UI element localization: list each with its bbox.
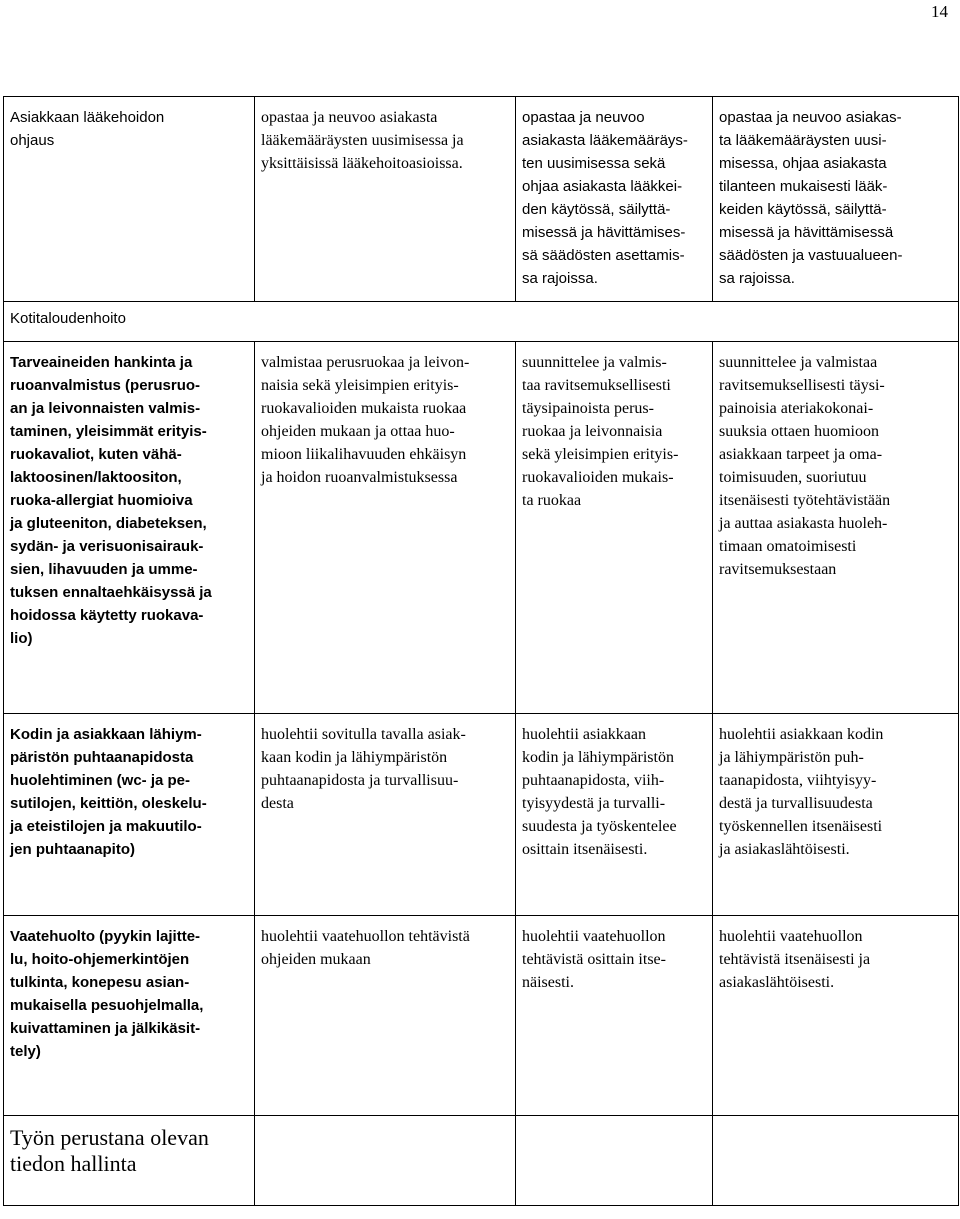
section-heading-row [4, 302, 959, 342]
page-number: 14 [931, 2, 948, 21]
table-row [4, 714, 959, 916]
level-2-cell: opastaa ja neuvoo asiakasta lääkemääräys- ten uusimisessa sekä ohjaa asiakasta lääkkei- den käytössä, säilyttä- misessä ja hävittämises- sä säädösten asettamis- sa rajoissa. [516, 97, 713, 302]
level-3-cell: suunnittelee ja valmistaa ravitsemuksellisesti täysi- painoisia ateriakokonai- suuksia ottaen huomioon asiakkaan tarpeet ja oma- toimisuuden, suoriutuu itsenäisesti työtehtävistään ja auttaa asiakasta huoleh- timaan omatoimisesti ravitsemuksestaan [713, 342, 959, 714]
level-3-cell: opastaa ja neuvoo asiakas- ta lääkemääräysten uusi- misessa, ohjaa asiakasta tilanteen mukaisesti lääk- keiden käytössä, säilyttä- misessä ja hävittämisessä säädösten ja vastuualueen- sa rajoissa. [713, 97, 959, 302]
level-1-cell: opastaa ja neuvoo asiakasta lääkemääräysten uusimisessa ja yksittäisissä lääkehoitoasioissa. [255, 97, 516, 302]
level-1-cell: huolehtii sovitulla tavalla asiak- kaan kodin ja lähiympäristön puhtaanapidosta ja turvallisuu- desta [255, 714, 516, 916]
row-label: Kodin ja asiakkaan lähiym- päristön puhtaanapidosta huolehtiminen (wc- ja pe- sutilojen, keittiön, oleskelu- ja eteistilojen ja makuutilo- jen puhtaanapito) [4, 714, 255, 916]
section-heading: Kotitaloudenhoito [4, 302, 959, 342]
table-row [4, 97, 959, 302]
row-label: Tarveaineiden hankinta ja ruoanvalmistus (perusruo- an ja leivonnaisten valmis- taminen, yleisimmät erityis- ruokavaliot, kuten vähä- laktoosinen/laktoositon, ruoka-allergiat huomioiva ja gluteeniton, diabeteksen, sydän- ja verisuonisairauk- sien, lihavuuden ja umme- tuksen ennaltaehkäisyssä ja hoidossa käytetty ruokava- lio) [4, 342, 255, 714]
row-label: Työn perustana olevan tiedon hallinta [4, 1116, 255, 1206]
level-1-cell [255, 1116, 516, 1206]
level-3-cell: huolehtii asiakkaan kodin ja lähiympäristön puh- taanapidosta, viihtyisyy- destä ja turvallisuudesta työskennellen itsenäisesti ja asiakaslähtöisesti. [713, 714, 959, 916]
row-label: Asiakkaan lääkehoidon ohjaus [4, 97, 255, 302]
level-3-cell [713, 1116, 959, 1206]
level-2-cell [516, 1116, 713, 1206]
level-2-cell: suunnittelee ja valmis- taa ravitsemuksellisesti täysipainoista perus- ruokaa ja leivonnaisia sekä yleisimpien erityis- ruokavalioiden mukais- ta ruokaa [516, 342, 713, 714]
level-2-cell: huolehtii asiakkaan kodin ja lähiympäristön puhtaanapidosta, viih- tyisyydestä ja turvalli- suudesta ja työskentelee osittain itsenäisesti. [516, 714, 713, 916]
row-label: Vaatehuolto (pyykin lajitte- lu, hoito-ohjemerkintöjen tulkinta, konepesu asian- mukaisella pesuohjelmalla, kuivattaminen ja jälkikäsit- tely) [4, 916, 255, 1116]
level-1-cell: valmistaa perusruokaa ja leivon- naisia sekä yleisimpien erityis- ruokavalioiden mukaista ruokaa ohjeiden mukaan ja ottaa huo- mioon liikalihavuuden ehkäisyn ja hoidon ruoanvalmistuksessa [255, 342, 516, 714]
table-row [4, 342, 959, 714]
level-3-cell: huolehtii vaatehuollon tehtävistä itsenäisesti ja asiakaslähtöisesti. [713, 916, 959, 1116]
level-2-cell: huolehtii vaatehuollon tehtävistä osittain itse- näisesti. [516, 916, 713, 1116]
level-1-cell: huolehtii vaatehuollon tehtävistä ohjeiden mukaan [255, 916, 516, 1116]
assessment-table [3, 96, 959, 1206]
table-row [4, 916, 959, 1116]
table-row [4, 1116, 959, 1206]
